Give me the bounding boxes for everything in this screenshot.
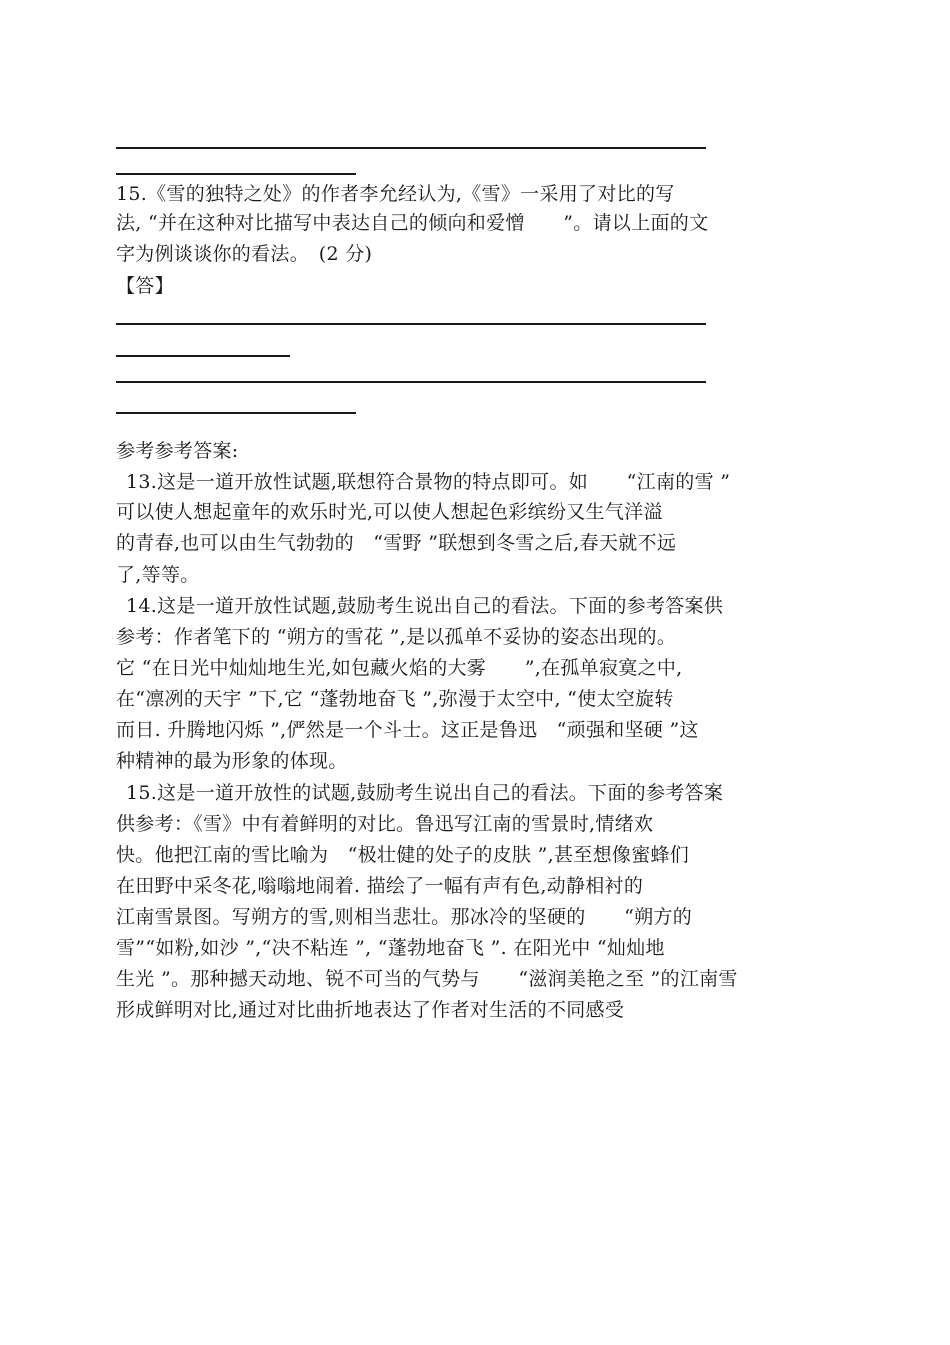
answer-14-line: 参考：作者笔下的 “朔方的雪花 ”,是以孤单不妥协的姿态出现的。 [116,626,677,648]
answer-13-line: 了,等等。 [116,564,200,586]
answer-blank-line [116,381,706,383]
question-15-line: 法, “并在这种对比描写中表达自己的倾向和爱憎 ”。请以上面的文 [116,212,709,234]
answer-13-line: 的青春,也可以由生气勃勃的 “雪野 ”联想到冬雪之后,春天就不远 [116,532,677,554]
answer-14-line: 种精神的最为形象的体现。 [116,750,348,772]
answer-15-line: 江南雪景图。写朔方的雪,则相当悲壮。那冰冷的坚硬的 “朔方的 [116,906,693,928]
answer-14-line: 14.这是一道开放性试题,鼓励考生说出自己的看法。下面的参考答案供 [126,595,724,617]
answer-blank-line [116,412,356,414]
question-15-line: 15.《雪的独特之处》的作者李允经认为,《雪》一采用了对比的写 [116,183,675,205]
answer-15-line: 15.这是一道开放性的试题,鼓励考生说出自己的看法。下面的参考答案 [126,782,724,804]
answer-15-line: 供参考：《雪》中有着鲜明的对比。鲁迅写江南的雪景时,情绪欢 [116,813,654,835]
question-15-line: 字为例谈谈你的看法。 (2 分) [116,243,373,265]
answer-label: 【答】 [116,275,174,297]
answer-15-line: 雪”“如粉,如沙 ”,“决不粘连 ”, “蓬勃地奋飞 ”. 在阳光中 “灿灿地 [116,937,665,959]
reference-heading: 参考参考答案: [116,440,239,462]
answer-blank-line [116,323,706,325]
answer-blank-line [116,355,290,357]
answer-15-line: 生光 ”。那种撼天动地、锐不可当的气势与 “滋润美艳之至 ”的江南雪 [116,968,738,990]
answer-14-line: 在“凛冽的天宇 ”下,它 “蓬勃地奋飞 ”,弥漫于太空中, “使太空旋转 [116,688,674,710]
answer-15-line: 在田野中采冬花,嗡嗡地闹着. 描绘了一幅有声有色,动静相衬的 [116,875,644,897]
answer-15-line: 形成鲜明对比,通过对比曲折地表达了作者对生活的不同感受 [116,999,625,1021]
answer-15-line: 快。他把江南的雪比喻为 “极壮健的处子的皮肤 ”,甚至想像蜜蜂们 [116,844,690,866]
answer-14-line: 而日. 升腾地闪烁 ”,俨然是一个斗士。这正是鲁迅 “顽强和坚硬 ”这 [116,719,699,741]
answer-13-line: 13.这是一道开放性试题,联想符合景物的特点即可。如 “江南的雪 ” [126,471,731,493]
answer-13-line: 可以使人想起童年的欢乐时光,可以使人想起色彩缤纷又生气洋溢 [116,501,663,523]
answer-blank-line [116,173,356,175]
answer-14-line: 它 “在日光中灿灿地生光,如包藏火焰的大雾 ”,在孤单寂寞之中, [116,657,683,679]
answer-blank-line [116,147,706,149]
